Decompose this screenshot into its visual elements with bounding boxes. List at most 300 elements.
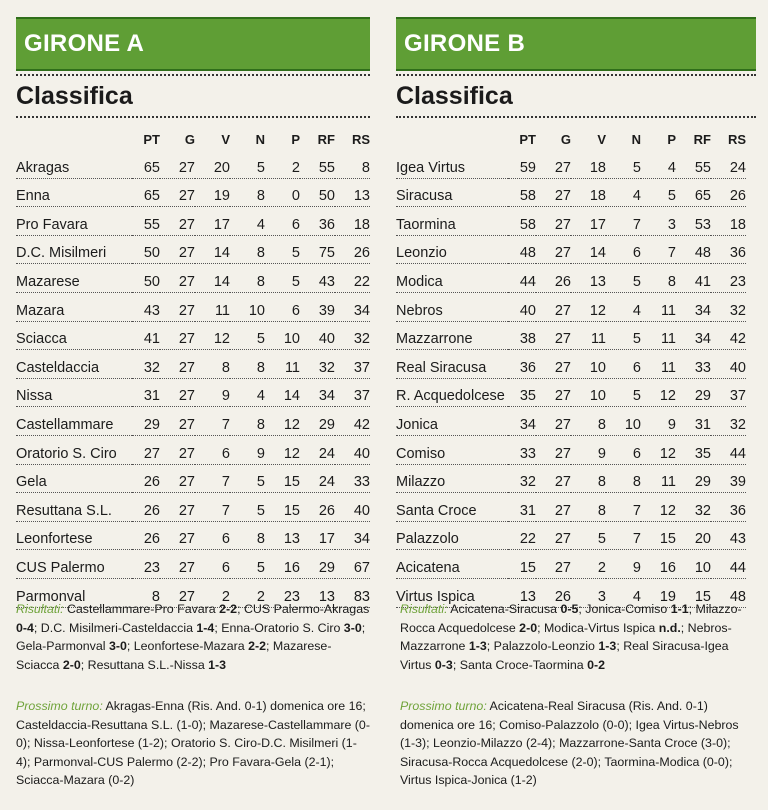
match-teams: ; Leonfortese-Mazara [126, 639, 249, 654]
stat-rs: 34 [335, 292, 370, 321]
stat-rf: 29 [300, 550, 335, 579]
stat-rs: 40 [335, 493, 370, 522]
team-name: Casteldaccia [16, 350, 132, 379]
match-score: 3-0 [108, 639, 127, 654]
table-row [396, 150, 746, 178]
match-score: 3-0 [343, 620, 362, 635]
stat-rs: 44 [711, 435, 746, 464]
stat-n: 8 [230, 521, 265, 550]
stat-rf: 32 [300, 350, 335, 379]
stat-n: 4 [606, 292, 641, 321]
stat-rf: 15 [676, 578, 711, 607]
stat-n: 8 [606, 464, 641, 493]
match-score: 1-3 [468, 639, 487, 654]
stat-p: 12 [265, 435, 300, 464]
stat-g: 27 [160, 435, 195, 464]
stat-rs: 42 [335, 407, 370, 436]
table-header-row [396, 128, 746, 150]
stat-v: 17 [195, 207, 230, 236]
stat-n: 4 [230, 207, 265, 236]
stat-p: 6 [265, 292, 300, 321]
stat-n: 7 [606, 521, 641, 550]
stat-pt: 58 [508, 178, 536, 207]
column-header-n: N [255, 131, 265, 147]
table-row [396, 321, 746, 350]
table-row [16, 292, 370, 321]
stat-p: 4 [641, 150, 676, 178]
stat-v: 7 [195, 493, 230, 522]
stat-rs: 39 [711, 464, 746, 493]
match-teams: ; Milazzo-Rocca Acquedolcese [400, 602, 742, 635]
stat-rf: 29 [676, 464, 711, 493]
table-row [396, 493, 746, 522]
stat-g: 27 [160, 292, 195, 321]
match-teams: ; Mazarese-Sciacca [16, 639, 332, 672]
stat-rs: 40 [335, 435, 370, 464]
table-row [16, 493, 370, 522]
stat-rf: 24 [300, 464, 335, 493]
stat-v: 3 [571, 578, 606, 607]
stat-v: 7 [195, 407, 230, 436]
stat-p: 5 [641, 178, 676, 207]
stat-rf: 34 [300, 378, 335, 407]
stat-p: 12 [641, 493, 676, 522]
stat-n: 8 [230, 264, 265, 293]
team-name: Siracusa [396, 178, 508, 207]
table-row [396, 207, 746, 236]
divider [16, 116, 370, 118]
stat-n: 8 [230, 178, 265, 207]
stat-pt: 44 [508, 264, 536, 293]
stat-g: 26 [536, 264, 571, 293]
stat-n: 6 [606, 435, 641, 464]
stat-rf: 50 [300, 178, 335, 207]
stat-rs: 42 [711, 321, 746, 350]
table-row [16, 264, 370, 293]
stat-pt: 50 [132, 264, 160, 293]
stat-rf: 32 [676, 493, 711, 522]
stat-p: 13 [265, 521, 300, 550]
stat-v: 11 [571, 321, 606, 350]
stat-rs: 32 [335, 321, 370, 350]
stat-n: 5 [606, 378, 641, 407]
stat-pt: 40 [508, 292, 536, 321]
stat-v: 13 [571, 264, 606, 293]
girone-b-column [392, 0, 760, 810]
stat-rs: 44 [711, 550, 746, 579]
stat-rf: 41 [676, 264, 711, 293]
stat-p: 5 [265, 264, 300, 293]
stat-rs: 83 [335, 578, 370, 607]
team-name: Oratorio S. Ciro [16, 435, 132, 464]
stat-pt: 26 [132, 493, 160, 522]
match-teams: Castellammare-Pro Favara [66, 602, 220, 616]
stat-n: 5 [230, 550, 265, 579]
stat-g: 27 [160, 521, 195, 550]
stat-pt: 15 [508, 550, 536, 579]
stat-g: 26 [536, 578, 571, 607]
stat-rs: 32 [711, 407, 746, 436]
stat-v: 6 [195, 435, 230, 464]
stat-pt: 13 [508, 578, 536, 607]
team-name: Real Siracusa [396, 350, 508, 379]
stat-rf: 29 [676, 378, 711, 407]
stat-n: 7 [606, 207, 641, 236]
stat-g: 27 [160, 207, 195, 236]
stat-v: 11 [195, 292, 230, 321]
match-score: 0-2 [587, 657, 606, 672]
team-name: Mazara [16, 292, 132, 321]
divider [16, 74, 370, 76]
column-header-pt: PT [143, 131, 160, 147]
stat-n: 2 [230, 578, 265, 607]
risultati-label: Risultati: [400, 602, 448, 616]
stat-rs: 43 [711, 521, 746, 550]
stat-p: 0 [265, 178, 300, 207]
team-name: Resuttana S.L. [16, 493, 132, 522]
stat-pt: 35 [508, 378, 536, 407]
stat-pt: 29 [132, 407, 160, 436]
stat-rs: 34 [335, 521, 370, 550]
table-row [16, 150, 370, 178]
stat-v: 14 [195, 264, 230, 293]
stat-v: 12 [195, 321, 230, 350]
stat-p: 15 [265, 464, 300, 493]
table-row [16, 321, 370, 350]
team-name: Taormina [396, 207, 508, 236]
match-score: 1-4 [196, 620, 215, 635]
stat-g: 27 [160, 407, 195, 436]
stat-v: 9 [195, 378, 230, 407]
stat-rf: 40 [300, 321, 335, 350]
stat-pt: 27 [132, 435, 160, 464]
match-teams: ; Enna-Oratorio S. Ciro [214, 620, 344, 635]
stat-pt: 26 [132, 521, 160, 550]
table-row [16, 235, 370, 264]
match-teams: ; Modica-Virtus Ispica [537, 620, 659, 635]
stat-v: 2 [571, 550, 606, 579]
girone-b-classifica-title: Classifica [396, 82, 513, 110]
match-score: 2-0 [519, 620, 538, 635]
stat-g: 27 [536, 150, 571, 178]
team-name: Akragas [16, 150, 132, 178]
team-name: Parmonval [16, 578, 132, 607]
stat-p: 11 [265, 350, 300, 379]
stat-p: 5 [265, 235, 300, 264]
stat-rf: 34 [676, 321, 711, 350]
match-score: 0-4 [16, 620, 34, 635]
match-score: 1-3 [598, 639, 617, 654]
stat-p: 11 [641, 350, 676, 379]
stat-rs: 37 [335, 378, 370, 407]
table-row [16, 521, 370, 550]
stat-n: 5 [606, 264, 641, 293]
team-name: Mazzarrone [396, 321, 508, 350]
stat-rs: 67 [335, 550, 370, 579]
stat-rf: 17 [300, 521, 335, 550]
girone-b-standings-table [396, 128, 746, 608]
stat-p: 12 [265, 407, 300, 436]
stat-rf: 26 [300, 493, 335, 522]
risultati-label: Risultati: [16, 602, 64, 616]
stat-n: 5 [230, 150, 265, 178]
team-name: Comiso [396, 435, 508, 464]
stat-v: 2 [195, 578, 230, 607]
stat-rf: 55 [300, 150, 335, 178]
stat-rs: 18 [711, 207, 746, 236]
column-header-v: V [221, 131, 230, 147]
stat-g: 27 [160, 350, 195, 379]
stat-rf: 31 [676, 407, 711, 436]
stat-v: 10 [571, 350, 606, 379]
stat-pt: 32 [132, 350, 160, 379]
table-row [16, 464, 370, 493]
stat-n: 5 [606, 321, 641, 350]
table-row [396, 407, 746, 436]
stat-rs: 48 [711, 578, 746, 607]
girone-b-prossimo-turno [400, 697, 754, 790]
stat-n: 4 [230, 378, 265, 407]
stat-g: 27 [160, 264, 195, 293]
table-row [16, 550, 370, 579]
stat-pt: 48 [508, 235, 536, 264]
column-header-v: V [597, 131, 606, 147]
stat-g: 27 [536, 378, 571, 407]
column-header-p: P [667, 131, 676, 147]
stat-rs: 22 [335, 264, 370, 293]
stat-rs: 13 [335, 178, 370, 207]
stat-g: 27 [536, 292, 571, 321]
stat-g: 27 [160, 321, 195, 350]
stat-rf: 43 [300, 264, 335, 293]
match-score: 2-2 [248, 639, 267, 654]
table-row [16, 178, 370, 207]
stat-v: 14 [571, 235, 606, 264]
stat-g: 27 [536, 207, 571, 236]
stat-rs: 36 [711, 493, 746, 522]
stat-g: 27 [160, 178, 195, 207]
stat-rs: 37 [335, 350, 370, 379]
prossimo-turno-label: Prossimo turno: [16, 699, 103, 713]
match-score: 2-0 [62, 657, 81, 672]
column-header-rf: RF [693, 131, 711, 147]
column-header-team [16, 128, 132, 150]
stat-v: 10 [571, 378, 606, 407]
column-header-p: P [291, 131, 300, 147]
stat-rf: 53 [676, 207, 711, 236]
team-name: Leonfortese [16, 521, 132, 550]
stat-v: 18 [571, 178, 606, 207]
stat-p: 16 [265, 550, 300, 579]
match-score: 0-5 [560, 602, 579, 616]
stat-pt: 32 [508, 464, 536, 493]
stat-p: 11 [641, 464, 676, 493]
team-name: Castellammare [16, 407, 132, 436]
stat-g: 27 [536, 178, 571, 207]
stat-n: 4 [606, 178, 641, 207]
stat-g: 27 [536, 493, 571, 522]
stat-rs: 23 [711, 264, 746, 293]
column-header-pt: PT [519, 131, 536, 147]
table-row [396, 178, 746, 207]
stat-rf: 33 [676, 350, 711, 379]
stat-v: 14 [195, 235, 230, 264]
girone-a-prossimo-turno [16, 697, 370, 790]
stat-pt: 33 [508, 435, 536, 464]
stat-n: 4 [606, 578, 641, 607]
stat-n: 8 [230, 350, 265, 379]
girone-a-column [8, 0, 372, 810]
stat-v: 8 [571, 493, 606, 522]
stat-g: 27 [536, 464, 571, 493]
team-name: Leonzio [396, 235, 508, 264]
table-row [16, 378, 370, 407]
column-header-n: N [631, 131, 641, 147]
team-name: Palazzolo [396, 521, 508, 550]
stat-pt: 31 [508, 493, 536, 522]
table-row [396, 235, 746, 264]
stat-pt: 31 [132, 378, 160, 407]
girone-a-classifica-title: Classifica [16, 82, 133, 110]
stat-pt: 58 [508, 207, 536, 236]
girone-a-standings-table [16, 128, 370, 608]
stat-v: 6 [195, 550, 230, 579]
stat-rs: 33 [335, 464, 370, 493]
stat-rs: 36 [711, 235, 746, 264]
match-teams: ; Gela-Parmonval [16, 620, 366, 654]
stat-p: 2 [265, 150, 300, 178]
stat-v: 18 [571, 150, 606, 178]
stat-n: 7 [606, 493, 641, 522]
stat-g: 27 [536, 435, 571, 464]
table-row [16, 435, 370, 464]
match-teams: Acicatena-Siracusa [450, 602, 561, 616]
table-row [396, 521, 746, 550]
stat-g: 27 [536, 550, 571, 579]
stat-pt: 36 [508, 350, 536, 379]
table-row [16, 207, 370, 236]
stat-g: 27 [160, 235, 195, 264]
stat-p: 6 [265, 207, 300, 236]
stat-n: 9 [606, 550, 641, 579]
team-name: Nissa [16, 378, 132, 407]
stat-v: 8 [571, 407, 606, 436]
stat-p: 12 [641, 378, 676, 407]
stat-rf: 20 [676, 521, 711, 550]
column-header-rf: RF [317, 131, 335, 147]
stat-pt: 26 [132, 464, 160, 493]
stat-n: 10 [606, 407, 641, 436]
divider [396, 74, 756, 76]
girone-b-risultati [400, 600, 754, 674]
match-score: 2-2 [219, 602, 238, 616]
team-name: Milazzo [396, 464, 508, 493]
table-row [396, 464, 746, 493]
divider [396, 116, 756, 118]
stat-p: 16 [641, 550, 676, 579]
prossimo-turno-label: Prossimo turno: [400, 699, 487, 713]
team-name: Enna [16, 178, 132, 207]
table-row [396, 292, 746, 321]
team-name: Modica [396, 264, 508, 293]
stat-rs: 40 [711, 350, 746, 379]
stat-rs: 24 [711, 150, 746, 178]
stat-g: 27 [160, 550, 195, 579]
stat-rf: 10 [676, 550, 711, 579]
table-row [396, 435, 746, 464]
stat-n: 8 [230, 235, 265, 264]
table-row [16, 407, 370, 436]
stat-rs: 37 [711, 378, 746, 407]
stat-n: 10 [230, 292, 265, 321]
stat-n: 5 [606, 150, 641, 178]
stat-rf: 65 [676, 178, 711, 207]
table-row [396, 264, 746, 293]
stat-p: 11 [641, 292, 676, 321]
stat-n: 5 [230, 493, 265, 522]
table-row [16, 350, 370, 379]
table-row [396, 550, 746, 579]
stat-n: 6 [606, 350, 641, 379]
stat-g: 27 [536, 350, 571, 379]
team-name: Nebros [396, 292, 508, 321]
stat-v: 6 [195, 521, 230, 550]
stat-pt: 59 [508, 150, 536, 178]
stat-rs: 26 [335, 235, 370, 264]
stat-n: 5 [230, 464, 265, 493]
stat-p: 12 [641, 435, 676, 464]
girone-a-banner: GIRONE A [16, 17, 370, 71]
stat-p: 14 [265, 378, 300, 407]
team-name: D.C. Misilmeri [16, 235, 132, 264]
stat-rf: 34 [676, 292, 711, 321]
girone-b-banner: GIRONE B [396, 17, 756, 71]
match-score: n.d. [658, 620, 681, 635]
stat-pt: 38 [508, 321, 536, 350]
stat-rf: 29 [300, 407, 335, 436]
stat-p: 10 [265, 321, 300, 350]
match-teams: ; Palazzolo-Leonzio [486, 639, 599, 654]
match-teams: ; D.C. Misilmeri-Casteldaccia [33, 620, 197, 635]
team-name: Acicatena [396, 550, 508, 579]
match-teams: ; CUS Palermo-Akragas [237, 602, 370, 616]
stat-g: 27 [536, 321, 571, 350]
stat-n: 5 [230, 321, 265, 350]
stat-rs: 8 [335, 150, 370, 178]
stat-g: 27 [536, 521, 571, 550]
stat-p: 15 [265, 493, 300, 522]
stat-rf: 75 [300, 235, 335, 264]
stat-p: 19 [641, 578, 676, 607]
team-name: Gela [16, 464, 132, 493]
stat-pt: 65 [132, 150, 160, 178]
column-header-rs: RS [351, 131, 370, 147]
stat-pt: 55 [132, 207, 160, 236]
stat-g: 27 [160, 150, 195, 178]
table-row [396, 378, 746, 407]
stat-g: 27 [160, 464, 195, 493]
stat-v: 19 [195, 178, 230, 207]
stat-p: 9 [641, 407, 676, 436]
stat-pt: 65 [132, 178, 160, 207]
team-name: Pro Favara [16, 207, 132, 236]
stat-p: 23 [265, 578, 300, 607]
match-score: 1-3 [208, 657, 227, 672]
stat-g: 27 [160, 493, 195, 522]
team-name: CUS Palermo [16, 550, 132, 579]
girone-a-risultati [16, 600, 370, 674]
stat-v: 9 [571, 435, 606, 464]
